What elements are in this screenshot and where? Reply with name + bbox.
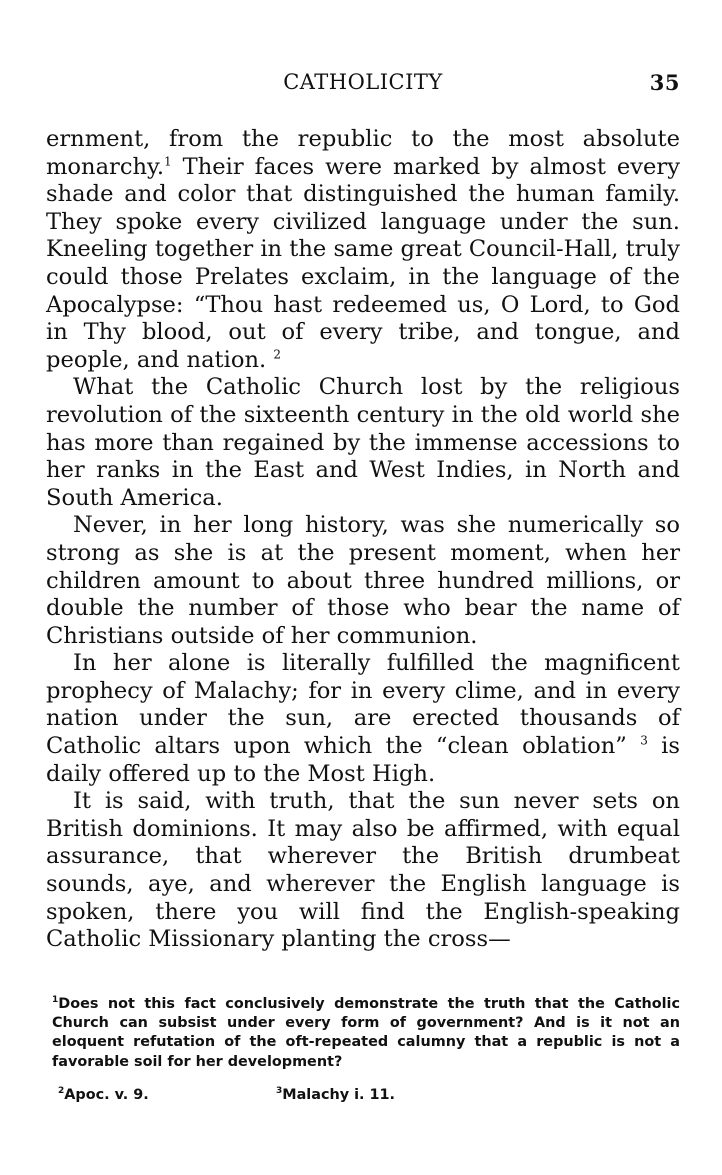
running-title: CATHOLICITY bbox=[283, 70, 443, 94]
footnote-3 bbox=[276, 1086, 395, 1105]
paragraph-2: What the Catholic Church lost by the religious revolution of the sixteenth century in the old world she has more than regained by the immense accessions to her ranks in the East and West Indies, in North and South America. bbox=[46, 374, 680, 511]
footnote-2-text: Apoc. v. 9. bbox=[64, 1086, 149, 1103]
paragraph-1-text-a: ernment, from the republic to the most absolute monarchy. bbox=[46, 126, 680, 180]
footnote-3-text: Malachy i. 11. bbox=[282, 1086, 396, 1103]
footnote-2 bbox=[58, 1086, 149, 1105]
footnotes bbox=[52, 995, 680, 1106]
page-number: 35 bbox=[649, 70, 680, 95]
paragraph-4 bbox=[46, 650, 680, 788]
book-page bbox=[46, 0, 680, 1175]
footnote-1-text: Does not this fact conclusively demonstrate the truth that the Catholic Church can subsist under every form of government? And is it not an eloquent refutation of the oft-repeated calumny that a republic is not a favorable soil for her development? bbox=[52, 996, 680, 1070]
paragraph-1-text-b: Their faces were marked by almost every shade and color that distinguished the human family. They spoke every civilized language under the sun. Kneeling together in the same great Council-Hall, truly could those Prelates exclaim, in the language of the Apocalypse: “Thou hast redeemed us, O Lord, to God in Thy blood, out of every tribe, and tongue, and people, and nation. bbox=[46, 153, 681, 373]
body-text bbox=[46, 126, 680, 954]
footnote-marker-3: 3 bbox=[640, 733, 648, 748]
footnote-marker-1: 1 bbox=[164, 154, 172, 169]
footnote-marker-2: 2 bbox=[273, 347, 282, 362]
running-head bbox=[46, 70, 680, 100]
footnote-1-mark: 1 bbox=[52, 995, 59, 1006]
paragraph-4-text-b: is daily offered up to the Most High. bbox=[46, 733, 680, 787]
paragraph-3: Never, in her long history, was she numerically so strong as she is at the present moment, when her children amount to about three hundred millions, or double the number of those who bear the name of Christians outside of her communion. bbox=[46, 512, 680, 649]
paragraph-5: It is said, with truth, that the sun never sets on British dominions. It may also be affirmed, with equal assurance, that wherever the British drumbeat sounds, aye, and wherever the English language is spoken, there you will find the English-speaking Catholic Missionary planting the cross— bbox=[46, 788, 680, 953]
footnote-references bbox=[52, 1086, 680, 1106]
footnote-2-mark: 2 bbox=[58, 1086, 65, 1097]
footnote-1 bbox=[52, 995, 680, 1072]
paragraph-1 bbox=[46, 126, 680, 374]
footnote-3-mark: 3 bbox=[276, 1086, 283, 1097]
paragraph-4-text-a: In her alone is literally fulfilled the magnificent prophecy of Malachy; for in every clime, and in every nation under the sun, are erected thousands of Catholic altars upon which the “clean oblation” bbox=[46, 650, 680, 760]
